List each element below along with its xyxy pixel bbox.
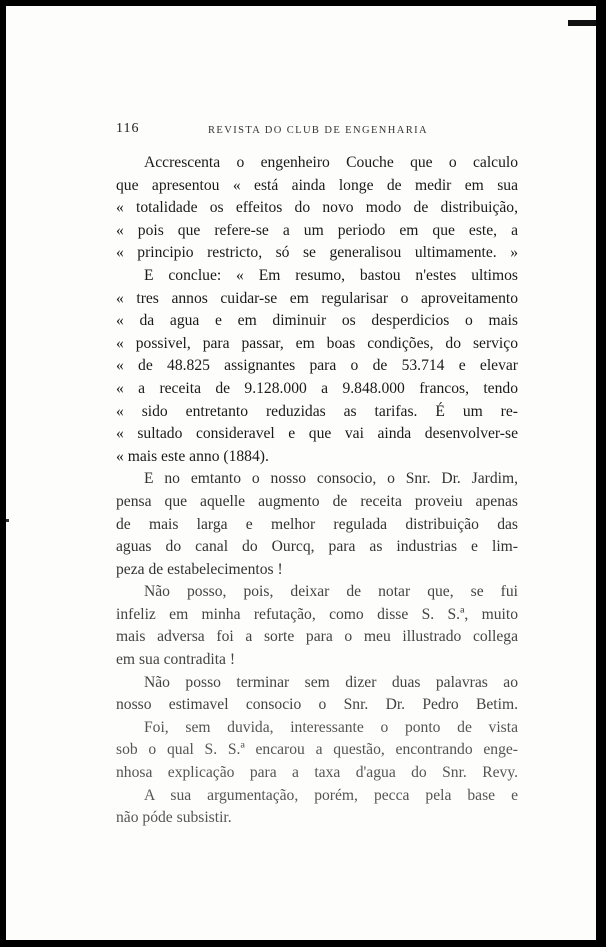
- page-edge-mark: [568, 20, 596, 26]
- text-line: Accrescenta o engenheiro Couche que o calculo: [144, 154, 518, 171]
- text-line: nhosa explicação para a taxa d'agua do Snr. Revy.: [116, 764, 518, 782]
- text-line: A sua argumentação, porém, pecca pela base e: [144, 786, 518, 804]
- text-line: aguas do canal do Ourcq, para as industrias e lim-: [116, 538, 518, 556]
- text-line: « totalidade os effeitos do novo modo de distribuição,: [116, 199, 518, 217]
- page-speck: [6, 519, 9, 522]
- text-line: « principio restricto, só se generalisou ultimamente. »: [116, 244, 518, 262]
- text-line: Não posso, pois, deixar de notar que, se fui: [144, 583, 518, 601]
- text-line: « tres annos cuidar-se em regularisar o aproveitamento: [116, 289, 518, 307]
- text-line: que apresentou « está ainda longe de medir em sua: [116, 176, 518, 194]
- text-line: « sido entretanto reduzidas as tarifas. É um re-: [116, 402, 518, 420]
- text-line: « a receita de 9.128.000 a 9.848.000 francos, tendo: [116, 379, 518, 397]
- book-page: [6, 6, 596, 940]
- running-head: REVISTA DO CLUB DE ENGENHARIA: [208, 125, 429, 136]
- text-line: Não posso terminar sem dizer duas palavras ao: [144, 673, 518, 691]
- text-line: sob o qual S. S.ª encarou a questão, encontrando enge-: [116, 741, 518, 759]
- text-line: pensa que aquelle augmento de receita proveiu apenas: [116, 492, 518, 510]
- page-header: [116, 123, 518, 141]
- text-line: E no emtanto o nosso consocio, o Snr. Dr. Jardim,: [144, 470, 518, 488]
- text-line: infeliz em minha refutação, como disse S. S.ª, muito: [116, 605, 518, 623]
- text-line: não póde subsistir.: [116, 809, 232, 827]
- text-line: « sultado consideravel e que vai ainda desenvolver-se: [116, 425, 518, 443]
- text-line: « possivel, para passar, em boas condições, do serviço: [116, 334, 518, 352]
- text-line: « mais este anno (1884).: [116, 447, 269, 465]
- text-line: E conclue: « Em resumo, bastou n'estes ultimos: [144, 266, 518, 284]
- text-line: « da agua e em diminuir os desperdicios o mais: [116, 312, 518, 330]
- text-line: em sua contradita !: [116, 651, 236, 669]
- text-line: de mais larga e melhor regulada distribuição das: [116, 515, 518, 533]
- body-text: [116, 152, 518, 830]
- text-line: « pois que refere-se a um periodo em que este, a: [116, 221, 518, 239]
- text-line: Foi, sem duvida, interessante o ponto de vista: [144, 718, 518, 736]
- text-line: peza de estabelecimentos !: [116, 560, 283, 578]
- page-number: 116: [116, 121, 140, 136]
- text-line: nosso estimavel consocio o Snr. Dr. Pedro Betim.: [116, 696, 518, 714]
- text-line: « de 48.825 assignantes para o de 53.714 e elevar: [116, 357, 518, 375]
- text-line: mais adversa foi a sorte para o meu illustrado collega: [116, 628, 518, 646]
